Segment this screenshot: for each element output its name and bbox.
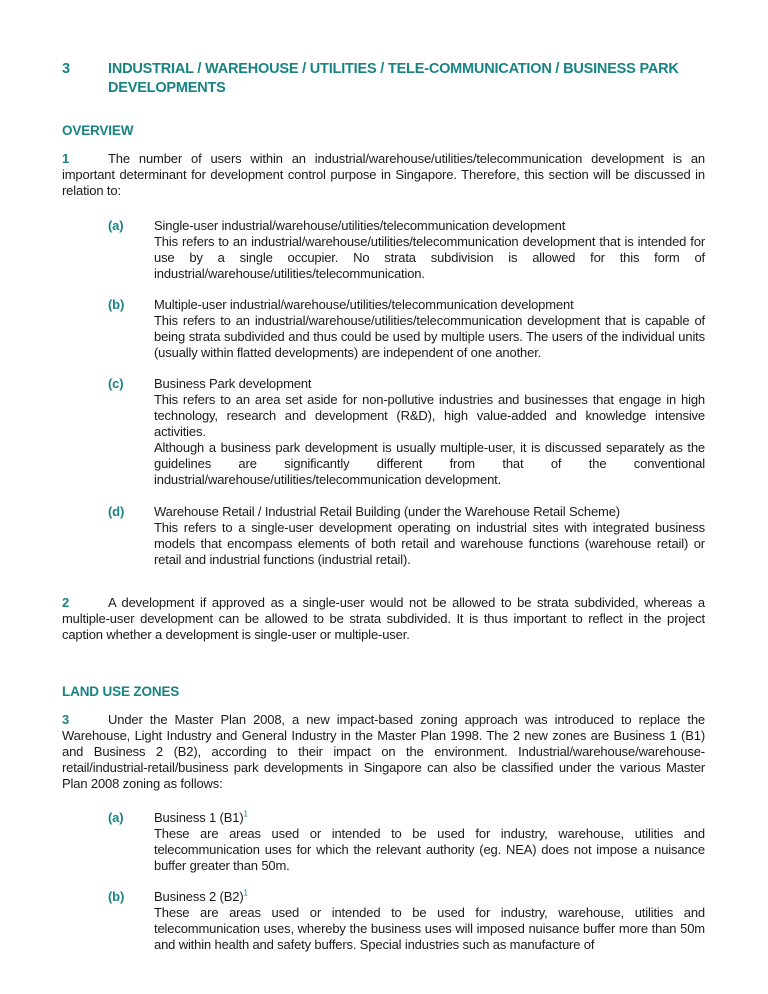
item-text: This refers to a single-user development operating on industrial sites with integrated business models that encompass elements of both retail and warehouse functions (warehouse retail) or retail and industrial functions (industrial retail).	[154, 520, 705, 567]
land-use-heading: LAND USE ZONES	[62, 684, 180, 699]
paragraph-number: 1	[62, 151, 70, 166]
item-text-2: Although a business park development is usually multiple-user, it is discussed separately as the guidelines are significantly different from that of the conventional industrial/warehouse/utilities/telecommunication development.	[154, 440, 705, 487]
item-label: (a)	[108, 218, 124, 233]
item-text: These are areas used or intended to be used for industry, warehouse, utilities and telecommunication uses for which the relevant authority (eg. NEA) does not impose a nuisance buffer greater than 50m.	[154, 826, 705, 873]
item-title: Business Park development	[154, 376, 312, 391]
zone-item-b1	[108, 810, 705, 874]
item-text: This refers to an industrial/warehouse/utilities/telecommunication development that is intended for use by a single occupier. No strata subdivision is allowed for this form of industrial/warehouse/utilities/telecommunication.	[154, 234, 705, 281]
paragraph-1	[62, 151, 705, 199]
paragraph-2	[62, 595, 705, 643]
item-text: This refers to an industrial/warehouse/utilities/telecommunication development that is capable of being strata subdivided and thus could be used by multiple users. The users of the individual units (usually within flatted developments) are independent of one another.	[154, 313, 705, 360]
paragraph-text: A development if approved as a single-user would not be allowed to be strata subdivided, whereas a multiple-user development can be allowed to be strata subdivided. It is thus important to reflect in the project caption whether a development is single-user or multiple-user.	[62, 595, 705, 642]
item-title: Business 1 (B1)	[154, 810, 244, 825]
item-label: (b)	[108, 889, 125, 904]
list-item-b	[108, 297, 705, 361]
zone-item-b2	[108, 889, 705, 953]
item-title: Warehouse Retail / Industrial Retail Building (under the Warehouse Retail Scheme)	[154, 504, 620, 519]
item-label: (c)	[108, 376, 124, 391]
item-title: Business 2 (B2)	[154, 889, 244, 904]
list-item-a	[108, 218, 705, 282]
section-number: 3	[62, 61, 70, 77]
item-text: These are areas used or intended to be used for industry, warehouse, utilities and telecommunication uses, whereby the business uses will imposed nuisance buffer more than 50m and within health and safety buffers. Special industries such as manufacture of	[154, 905, 705, 952]
item-title: Multiple-user industrial/warehouse/utilities/telecommunication development	[154, 297, 574, 312]
section-title: INDUSTRIAL / WAREHOUSE / UTILITIES / TELE-COMMUNICATION / BUSINESS PARK DEVELOPMENTS	[108, 61, 679, 96]
paragraph-number: 2	[62, 595, 70, 610]
paragraph-number: 3	[62, 712, 70, 727]
item-label: (d)	[108, 504, 125, 519]
paragraph-text: The number of users within an industrial/warehouse/utilities/telecommunication development is an important determinant for development control purpose in Singapore. Therefore, this section will be discussed in relation to:	[62, 151, 705, 198]
overview-heading: OVERVIEW	[62, 123, 134, 138]
item-title: Single-user industrial/warehouse/utilities/telecommunication development	[154, 218, 566, 233]
footnote-ref[interactable]: 1	[243, 809, 248, 819]
paragraph-text: Under the Master Plan 2008, a new impact-based zoning approach was introduced to replace the Warehouse, Light Industry and General Industry in the Master Plan 1998. The 2 new zones are Business 1 (B1) and Business 2 (B2), according to their impact on the environment. Industrial/warehouse/warehouse-retail/industrial-retail/business park developments in Singapore can also be classified under the various Master Plan 2008 zoning as follows:	[62, 712, 705, 791]
list-item-c	[108, 376, 705, 488]
item-text: This refers to an area set aside for non-pollutive industries and businesses that engage in high technology, research and development (R&D), high value-added and knowledge intensive activities.	[154, 392, 705, 439]
item-label: (a)	[108, 810, 124, 825]
list-item-d	[108, 504, 705, 568]
section-heading	[62, 60, 705, 100]
item-label: (b)	[108, 297, 125, 312]
paragraph-3	[62, 712, 705, 792]
footnote-ref[interactable]: 1	[243, 888, 248, 898]
